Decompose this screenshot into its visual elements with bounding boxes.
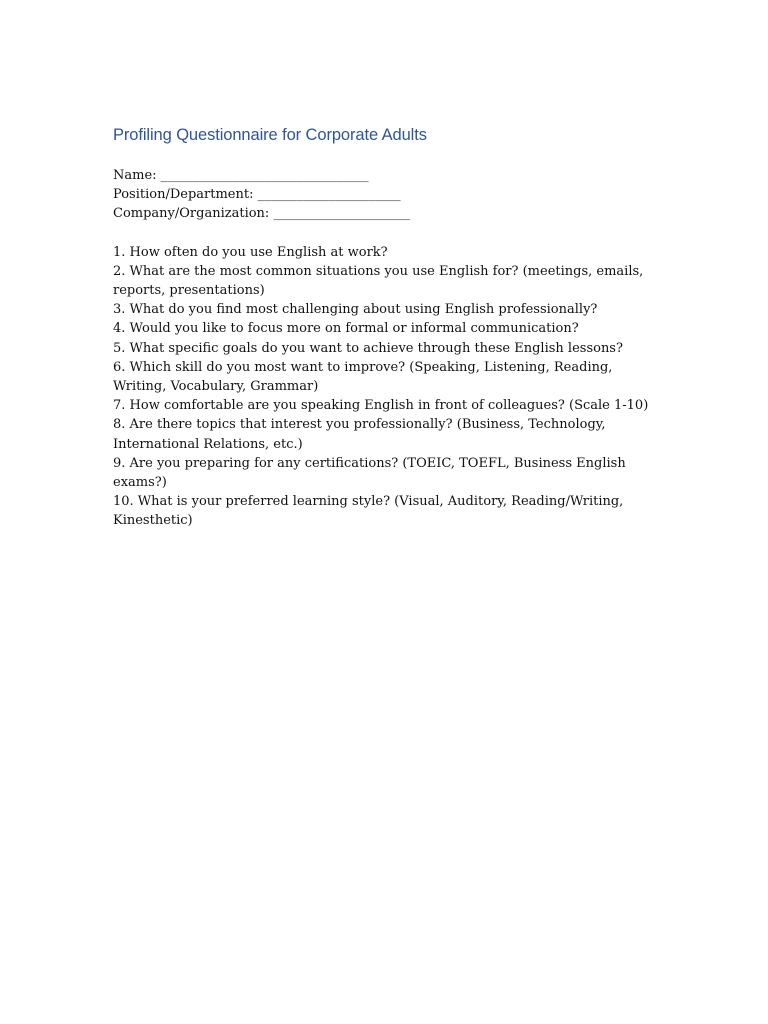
position-department-field-blank: ______________________ xyxy=(257,187,401,203)
question-item: 9. Are you preparing for any certifications? (TOEIC, TOEFL, Business English exams?) xyxy=(113,455,626,491)
document-content xyxy=(113,124,653,531)
question-item: 5. What specific goals do you want to achieve through these English lessons? xyxy=(113,340,623,356)
position-department-field xyxy=(113,185,653,204)
name-field-label: Name: xyxy=(113,168,157,183)
question-list xyxy=(113,243,653,531)
position-department-field-label: Position/Department: xyxy=(113,187,254,203)
respondent-fields xyxy=(113,166,653,224)
name-field-blank: ________________________________ xyxy=(160,168,369,183)
company-organization-field xyxy=(113,204,653,223)
question-item: 10. What is your preferred learning style? (Visual, Auditory, Reading/Writing, Kinesthetic) xyxy=(113,494,624,529)
question-item: 7. How comfortable are you speaking English in front of colleagues? (Scale 1-10) xyxy=(113,398,649,414)
company-organization-field-blank: _____________________ xyxy=(273,206,410,222)
question-item: 4. Would you like to focus more on formal or informal communication? xyxy=(113,321,579,337)
name-field xyxy=(113,166,653,185)
question-item: 3. What do you find most challenging about using English professionally? xyxy=(113,302,598,318)
question-item: 2. What are the most common situations you use English for? (meetings, emails, reports, presentations) xyxy=(113,263,644,299)
document-title: Profiling Questionnaire for Corporate Adults xyxy=(113,126,427,144)
company-organization-field-label: Company/Organization: xyxy=(113,206,270,222)
question-item: 8. Are there topics that interest you professionally? (Business, Technology, International Relations, etc.) xyxy=(113,417,606,452)
question-item: 1. How often do you use English at work? xyxy=(113,244,388,260)
question-item: 6. Which skill do you most want to improve? (Speaking, Listening, Reading, Writing, Vocabulary, Grammar) xyxy=(113,359,613,395)
